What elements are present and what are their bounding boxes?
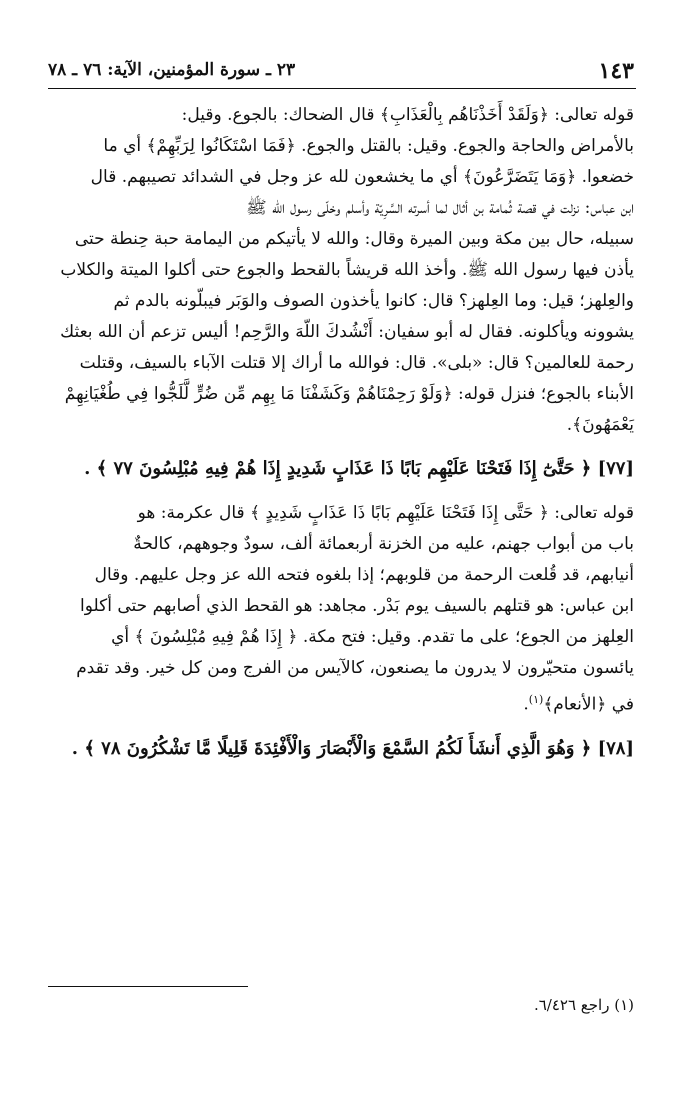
- text-line: الأبناء بالجوع؛ فنزل قوله: ﴿وَلَوْ رَحِمْنَاهُمْ وَكَشَفْنَا مَا بِهِم مِّن ضُرٍّ لَّلَجُّوا فِي طُغْيَانِهِمْ: [64, 384, 634, 404]
- text-line: باب من أبواب جهنم، عليه من الخزنة أربعمائة ألف، سودٌ وجوههم، كالحةٌ: [133, 534, 634, 554]
- text-fragment: في ﴿الأنعام﴾: [543, 694, 634, 715]
- page-body: [46, 100, 634, 778]
- running-head: ٢٣ ـ سورة المؤمنين، الآية: ٧٦ ـ ٧٨: [48, 60, 296, 80]
- text-line: بالأمراض والحاجة والجوع. وقيل: بالقتل والجوع. ﴿فَمَا اسْتَكَانُوا لِرَبِّهِمْ﴾ أي ما: [103, 136, 634, 156]
- text-line: سبيله، حال بين مكة وبين الميرة وقال: والله لا يأتيكم من اليمامة حبة حِنطة حتى: [74, 229, 634, 249]
- verse-text: ﴿ حَتَّىٰٓ إِذَا فَتَحْنَا عَلَيْهِم بَابًا ذَا عَذَابٍ شَدِيدٍ إِذَا هُمْ فِيهِ مُبْلِسُونَ ٧٧ ﴾ .: [84, 458, 592, 479]
- footnote-divider: [48, 986, 248, 987]
- text-line: قوله تعالى: ﴿ حَتَّى إِذَا فَتَحْنَا عَلَيْهِم بَابًا ذَا عَذَابٍ شَدِيدٍ ﴾ قال عكرمة: هو: [137, 503, 634, 523]
- verse-77-heading: [46, 453, 634, 484]
- verse-number: [٧٨]: [597, 737, 634, 759]
- text-line: يَعْمَهُونَ﴾.: [566, 415, 634, 435]
- page-number: ١٤٣: [598, 58, 634, 84]
- text-line: [46, 684, 634, 721]
- verse-number: [٧٧]: [597, 458, 634, 479]
- footnote: (١) راجع ٦/٤٢٦.: [533, 996, 634, 1014]
- text-line: خضعوا. ﴿وَمَا يَتَضَرَّعُونَ﴾ أي ما يخشعون لله عز وجل في الشدائد تصيبهم. قال: [90, 167, 634, 187]
- text-line: العِلهز من الجوع؛ على ما تقدم. وقيل: فتح مكة. ﴿ إِذَا هُمْ فِيهِ مُبْلِسُونَ ﴾ أي: [111, 627, 634, 647]
- text-line: والعِلهز؛ قيل: وما العِلهز؟ قال: كانوا يأخذون الصوف والوَبَر فيبلّونه بالدم ثم: [113, 291, 634, 311]
- commentary-verse-76: [46, 100, 634, 441]
- text-line: قوله تعالى: ﴿وَلَقَدْ أَخَذْنَاهُم بِالْعَذَابِ﴾ قال الضحاك: بالجوع. وقيل:: [181, 105, 634, 125]
- verse-78-heading: [46, 733, 634, 764]
- text-line: أنيابهم، قد قُلعت الرحمة من قلوبهم؛ إذا بلغوه فتحه الله عز وجل عليهم. وقال: [94, 565, 634, 585]
- text-line: يائسون متحيّرون لا يدرون ما يصنعون، كالآيس من الفرج ومن كل خير. وقد تقدم: [76, 658, 634, 678]
- verse-text: ﴿ وَهُوَ الَّذِي أَنشَأَ لَكُمُ السَّمْعَ وَالْأَبْصَارَ وَالْأَفْئِدَةَ قَلِيلًا مَّا تَشْكُرُونَ ٧٨ ﴾ .: [71, 737, 592, 759]
- footnote-reference[interactable]: (١): [528, 693, 544, 706]
- text-line: يشوونه ويأكلونه. فقال له أبو سفيان: أَنْشُدكَ اللّهَ والرَّحِم! أليس تزعم أن الله بعثك: [60, 322, 634, 342]
- header-divider: [48, 88, 636, 89]
- text-line: ابن عباس: هو قتلهم بالسيف يوم بَدْر. مجاهد: هو القحط الذي أصابهم حتى أكلوا: [80, 596, 634, 616]
- commentary-verse-77: [46, 498, 634, 721]
- text-line: ابن عباس: نزلت في قصة ثُمامة بن أثال لما أسرته السَّرِيّة وأسلم وخلّى رسول الله ﷺ: [246, 198, 634, 218]
- text-fragment: .: [523, 694, 529, 715]
- text-line: يأذن فيها رسول الله ﷺ. وأخذ الله قريشاً بالقحط والجوع حتى أكلوا الميتة والكلاب: [60, 260, 634, 280]
- page-header: [48, 58, 634, 88]
- text-line: رحمة للعالمين؟ قال: «بلى». قال: فوالله ما أراك إلا قتلت الآباء بالسيف، وقتلت: [79, 353, 634, 373]
